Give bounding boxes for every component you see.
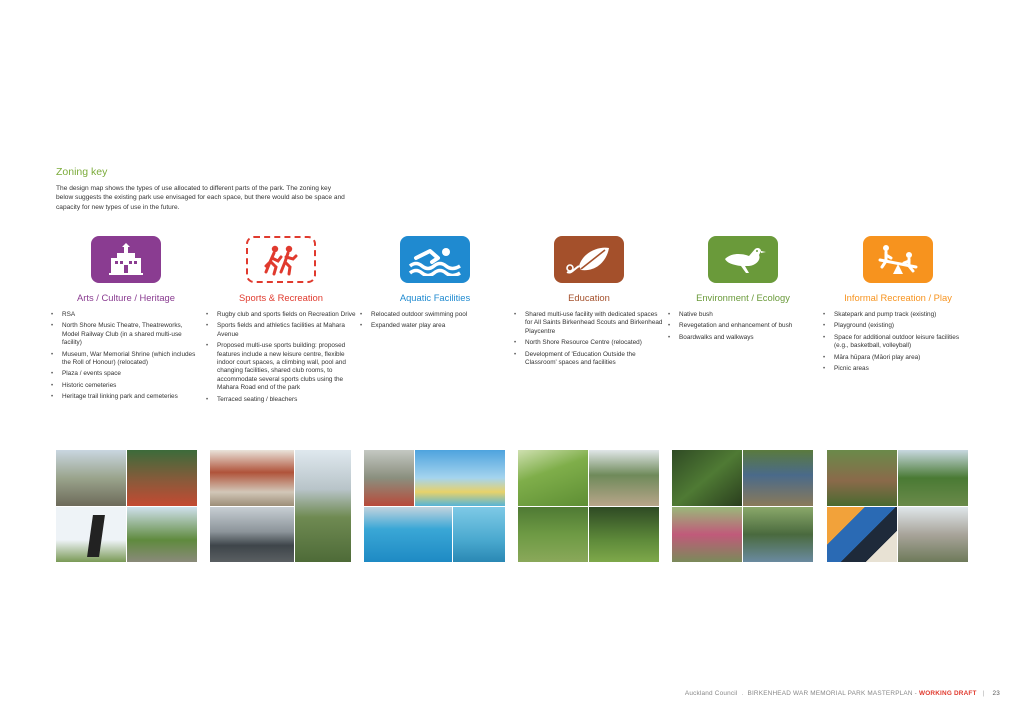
photo (56, 507, 126, 562)
zone-title: Environment / Ecology (696, 292, 790, 303)
photo-collage-aquatic (364, 450, 505, 562)
photo-collage-play (827, 450, 968, 562)
photo (898, 507, 968, 562)
zone-items (668, 311, 818, 342)
photo (589, 507, 659, 562)
list-item: • Revegetation and enhancement of bush (668, 322, 818, 330)
zone-title: Informal Recreation / Play (844, 292, 952, 303)
zone-column-play (823, 236, 973, 376)
photo-collage-sports (210, 450, 351, 562)
photo-collage-education (518, 450, 659, 562)
zone-column-sports (206, 236, 356, 407)
zone-items (360, 311, 510, 331)
list-item: • Proposed multi-use sports building: proposed features include a new leisure centre, flexible indoor court spaces, a climbing wall, pool and changing facilities, shared club rooms, to accommodate several sports clubs using the Mahara Road end of the park (206, 342, 356, 392)
photo (898, 450, 968, 506)
zone-column-aquatic (360, 236, 510, 334)
zone-items (823, 311, 973, 373)
list-item: • Māra hūpara (Māori play area) (823, 354, 973, 362)
list-item: • Expanded water play area (360, 322, 510, 330)
list-item: • Rugby club and sports fields on Recreation Drive (206, 311, 356, 319)
heritage-building-icon (91, 236, 161, 283)
list-item: • Skatepark and pump track (existing) (823, 311, 973, 319)
zone-title: Education (568, 292, 610, 303)
list-item: • Historic cemeteries (51, 382, 201, 390)
page-number: 23 (992, 690, 1000, 697)
section-heading: Zoning key (56, 166, 108, 178)
list-item: • Museum, War Memorial Shrine (which includes the Roll of Honour) (relocated) (51, 351, 201, 368)
page-footer: Auckland Council . BIRKENHEAD WAR MEMORIAL PARK MASTERPLAN - WORKING DRAFT | 23 (684, 690, 1000, 697)
photo (127, 450, 197, 506)
zone-title: Sports & Recreation (239, 292, 323, 303)
footer-doc-title: BIRKENHEAD WAR MEMORIAL PARK MASTERPLAN - (747, 690, 918, 697)
list-item: • Playground (existing) (823, 322, 973, 330)
photo (295, 450, 351, 562)
photo (743, 450, 813, 506)
photo (127, 507, 197, 562)
zone-column-arts (51, 236, 201, 405)
list-item: • Native bush (668, 311, 818, 319)
list-item: • Plaza / events space (51, 370, 201, 378)
list-item: • Heritage trail linking park and cemeteries (51, 393, 201, 401)
photo-collage-environment (672, 450, 813, 562)
list-item: • Sports fields and athletics facilities at Mahara Avenue (206, 322, 356, 339)
zone-items (206, 311, 356, 404)
photo (672, 507, 742, 562)
list-item: • Shared multi-use facility with dedicated spaces for All Saints Birkenhead Scouts and Birkenhead Playcentre (514, 311, 664, 336)
list-item: • North Shore Music Theatre, Theatreworks, Model Railway Club (in a shared multi-use facility) (51, 322, 201, 347)
zone-title: Aquatic Facilities (399, 292, 471, 303)
zone-items (51, 311, 201, 402)
running-people-icon (246, 236, 316, 283)
photo (827, 450, 897, 506)
photo (827, 507, 897, 562)
list-item: • North Shore Resource Centre (relocated) (514, 339, 664, 347)
list-item: • Terraced seating / bleachers (206, 396, 356, 404)
swimmer-icon (400, 236, 470, 283)
photo (364, 450, 414, 506)
photo (518, 450, 588, 506)
list-item: • RSA (51, 311, 201, 319)
photo (589, 450, 659, 506)
list-item: • Boardwalks and walkways (668, 334, 818, 342)
leaf-fern-icon (554, 236, 624, 283)
list-item: • Space for additional outdoor leisure facilities (e.g., basketball, volleyball) (823, 334, 973, 351)
zone-column-environment (668, 236, 818, 345)
photo (210, 450, 294, 506)
list-item: • Relocated outdoor swimming pool (360, 311, 510, 319)
list-item: • Picnic areas (823, 365, 973, 373)
photo (364, 507, 452, 562)
zoning-intro (56, 166, 346, 212)
zone-items (514, 311, 664, 367)
photo (56, 450, 126, 506)
photo (415, 450, 505, 506)
photo-collage-arts (56, 450, 197, 562)
photo (210, 507, 294, 562)
seesaw-play-icon (863, 236, 933, 283)
footer-status: WORKING DRAFT (919, 690, 977, 697)
photo (453, 507, 505, 562)
intro-paragraph: The design map shows the types of use allocated to different parts of the park. The zoning key below suggests the existing park use envisaged for each space, but there would also be space and capacity for new types of use in the future. (56, 185, 345, 211)
zone-title: Arts / Culture / Heritage (77, 292, 175, 303)
footer-org: Auckland Council (684, 690, 738, 697)
bird-icon (708, 236, 778, 283)
list-item: • Development of 'Education Outside the Classroom' spaces and facilities (514, 351, 664, 368)
photo-detail (87, 515, 105, 557)
photo (743, 507, 813, 562)
photo (518, 507, 588, 562)
photo (672, 450, 742, 506)
zone-column-education (514, 236, 664, 370)
